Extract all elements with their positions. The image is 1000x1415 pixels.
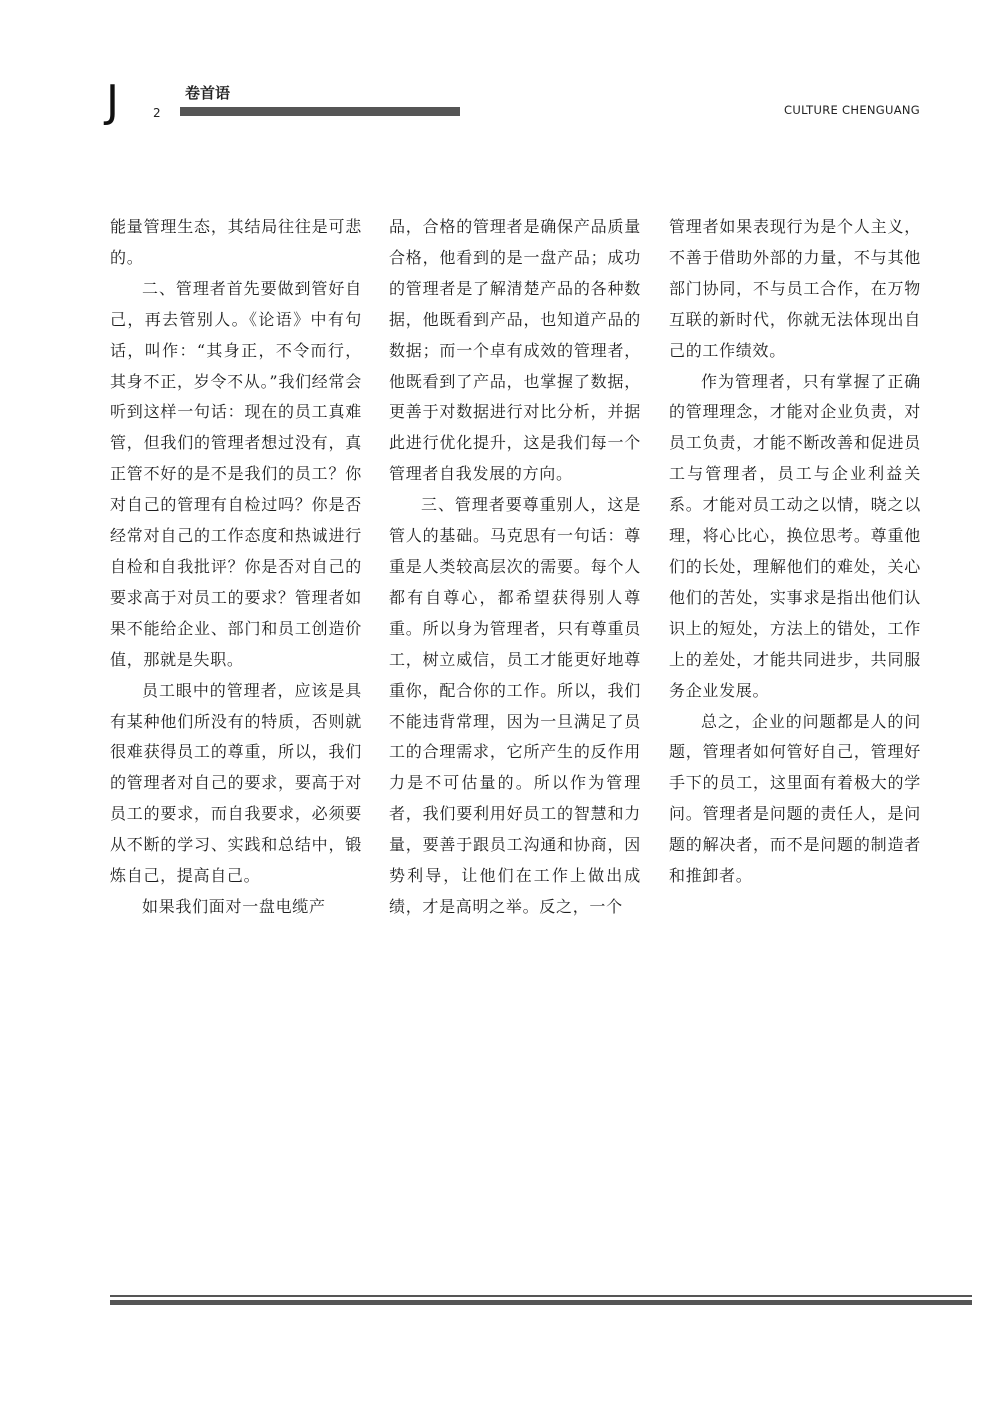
paragraph: 管理者如果表现行为是个人主义，不善于借助外部的力量，不与其他部门协同，不与员工合作，在万物互联的新时代，你就无法体现出自己的工作绩效。 [669, 217, 921, 360]
footer-rule-thick [110, 1300, 972, 1305]
paragraph: 如果我们面对一盘电缆产 [142, 896, 326, 916]
text-column-1 [110, 212, 362, 923]
paragraph: 品，合格的管理者是确保产品质量合格，他看到的是一盘产品；成功的管理者是了解清楚产品的各种数据，他既看到产品，也知道产品的数据；而一个卓有成效的管理者，他既看到了产品，也掌握了数据，更善于对数据进行对比分析，并据此进行优化提升，这是我们每一个管理者自我发展的方向。 [389, 217, 641, 484]
footer-rule-thin [110, 1295, 972, 1297]
paragraph: 能量管理生态，其结局往往是可悲的。 [110, 217, 362, 267]
paragraph: 三、管理者要尊重别人，这是管人的基础。马克思有一句话：尊重是人类较高层次的需要。每个人都有自尊心，都希望获得别人尊重。所以身为管理者，只有尊重员工，树立威信，员工才能更好地尊重你，配合你的工作。所以，我们不能违背常理，因为一旦满足了员工的合理需求，它所产生的反作用力是不可估量的。所以作为管理者，我们要利用好员工的智慧和力量，要善于跟员工沟通和协商，因势利导，让他们在工作上做出成绩，才是高明之举。反之，一个 [389, 495, 641, 916]
text-column-3 [669, 212, 921, 892]
header-divider-bar [180, 107, 460, 116]
section-title: 卷首语 [185, 84, 231, 102]
paragraph: 总之，企业的问题都是人的问题，管理者如何管好自己，管理好手下的员工，这里面有着极大的学问。管理者是问题的责任人，是问题的解决者，而不是问题的制造者和推卸者。 [669, 711, 921, 886]
text-column-2 [389, 212, 641, 923]
paragraph: 作为管理者，只有掌握了正确的管理理念，才能对企业负责，对员工负责，才能不断改善和促进员工与管理者，员工与企业利益关系。才能对员工动之以情，晓之以理，将心比心，换位思考。尊重他们的长处，理解他们的难处，关心他们的苦处，实事求是指出他们认识上的短处，方法上的错处，工作上的差处，才能共同进步，共同服务企业发展。 [669, 371, 921, 700]
paragraph: 二、管理者首先要做到管好自己，再去管别人。《论语》中有句话，叫作：“其身正，不令而行，其身不正，岁令不从。”我们经常会听到这样一句话：现在的员工真难管，但我们的管理者想过没有，真正管不好的是不是我们的员工？你对自己的管理有自检过吗？你是否经常对自己的工作态度和热诚进行自检和自我批评？你是否对自己的要求高于对员工的要求？管理者如果不能给企业、部门和员工创造价值，那就是失职。 [110, 278, 362, 669]
page-number: 2 [153, 106, 161, 120]
paragraph: 员工眼中的管理者，应该是具有某种他们所没有的特质，否则就很难获得员工的尊重，所以，我们的管理者对自己的要求，要高于对员工的要求，而自我要求，必须要从不断的学习、实践和总结中，锻炼自己，提高自己。 [110, 680, 362, 886]
magazine-name: CULTURE CHENGUANG [784, 103, 920, 117]
section-logo-letter: J [106, 76, 119, 127]
